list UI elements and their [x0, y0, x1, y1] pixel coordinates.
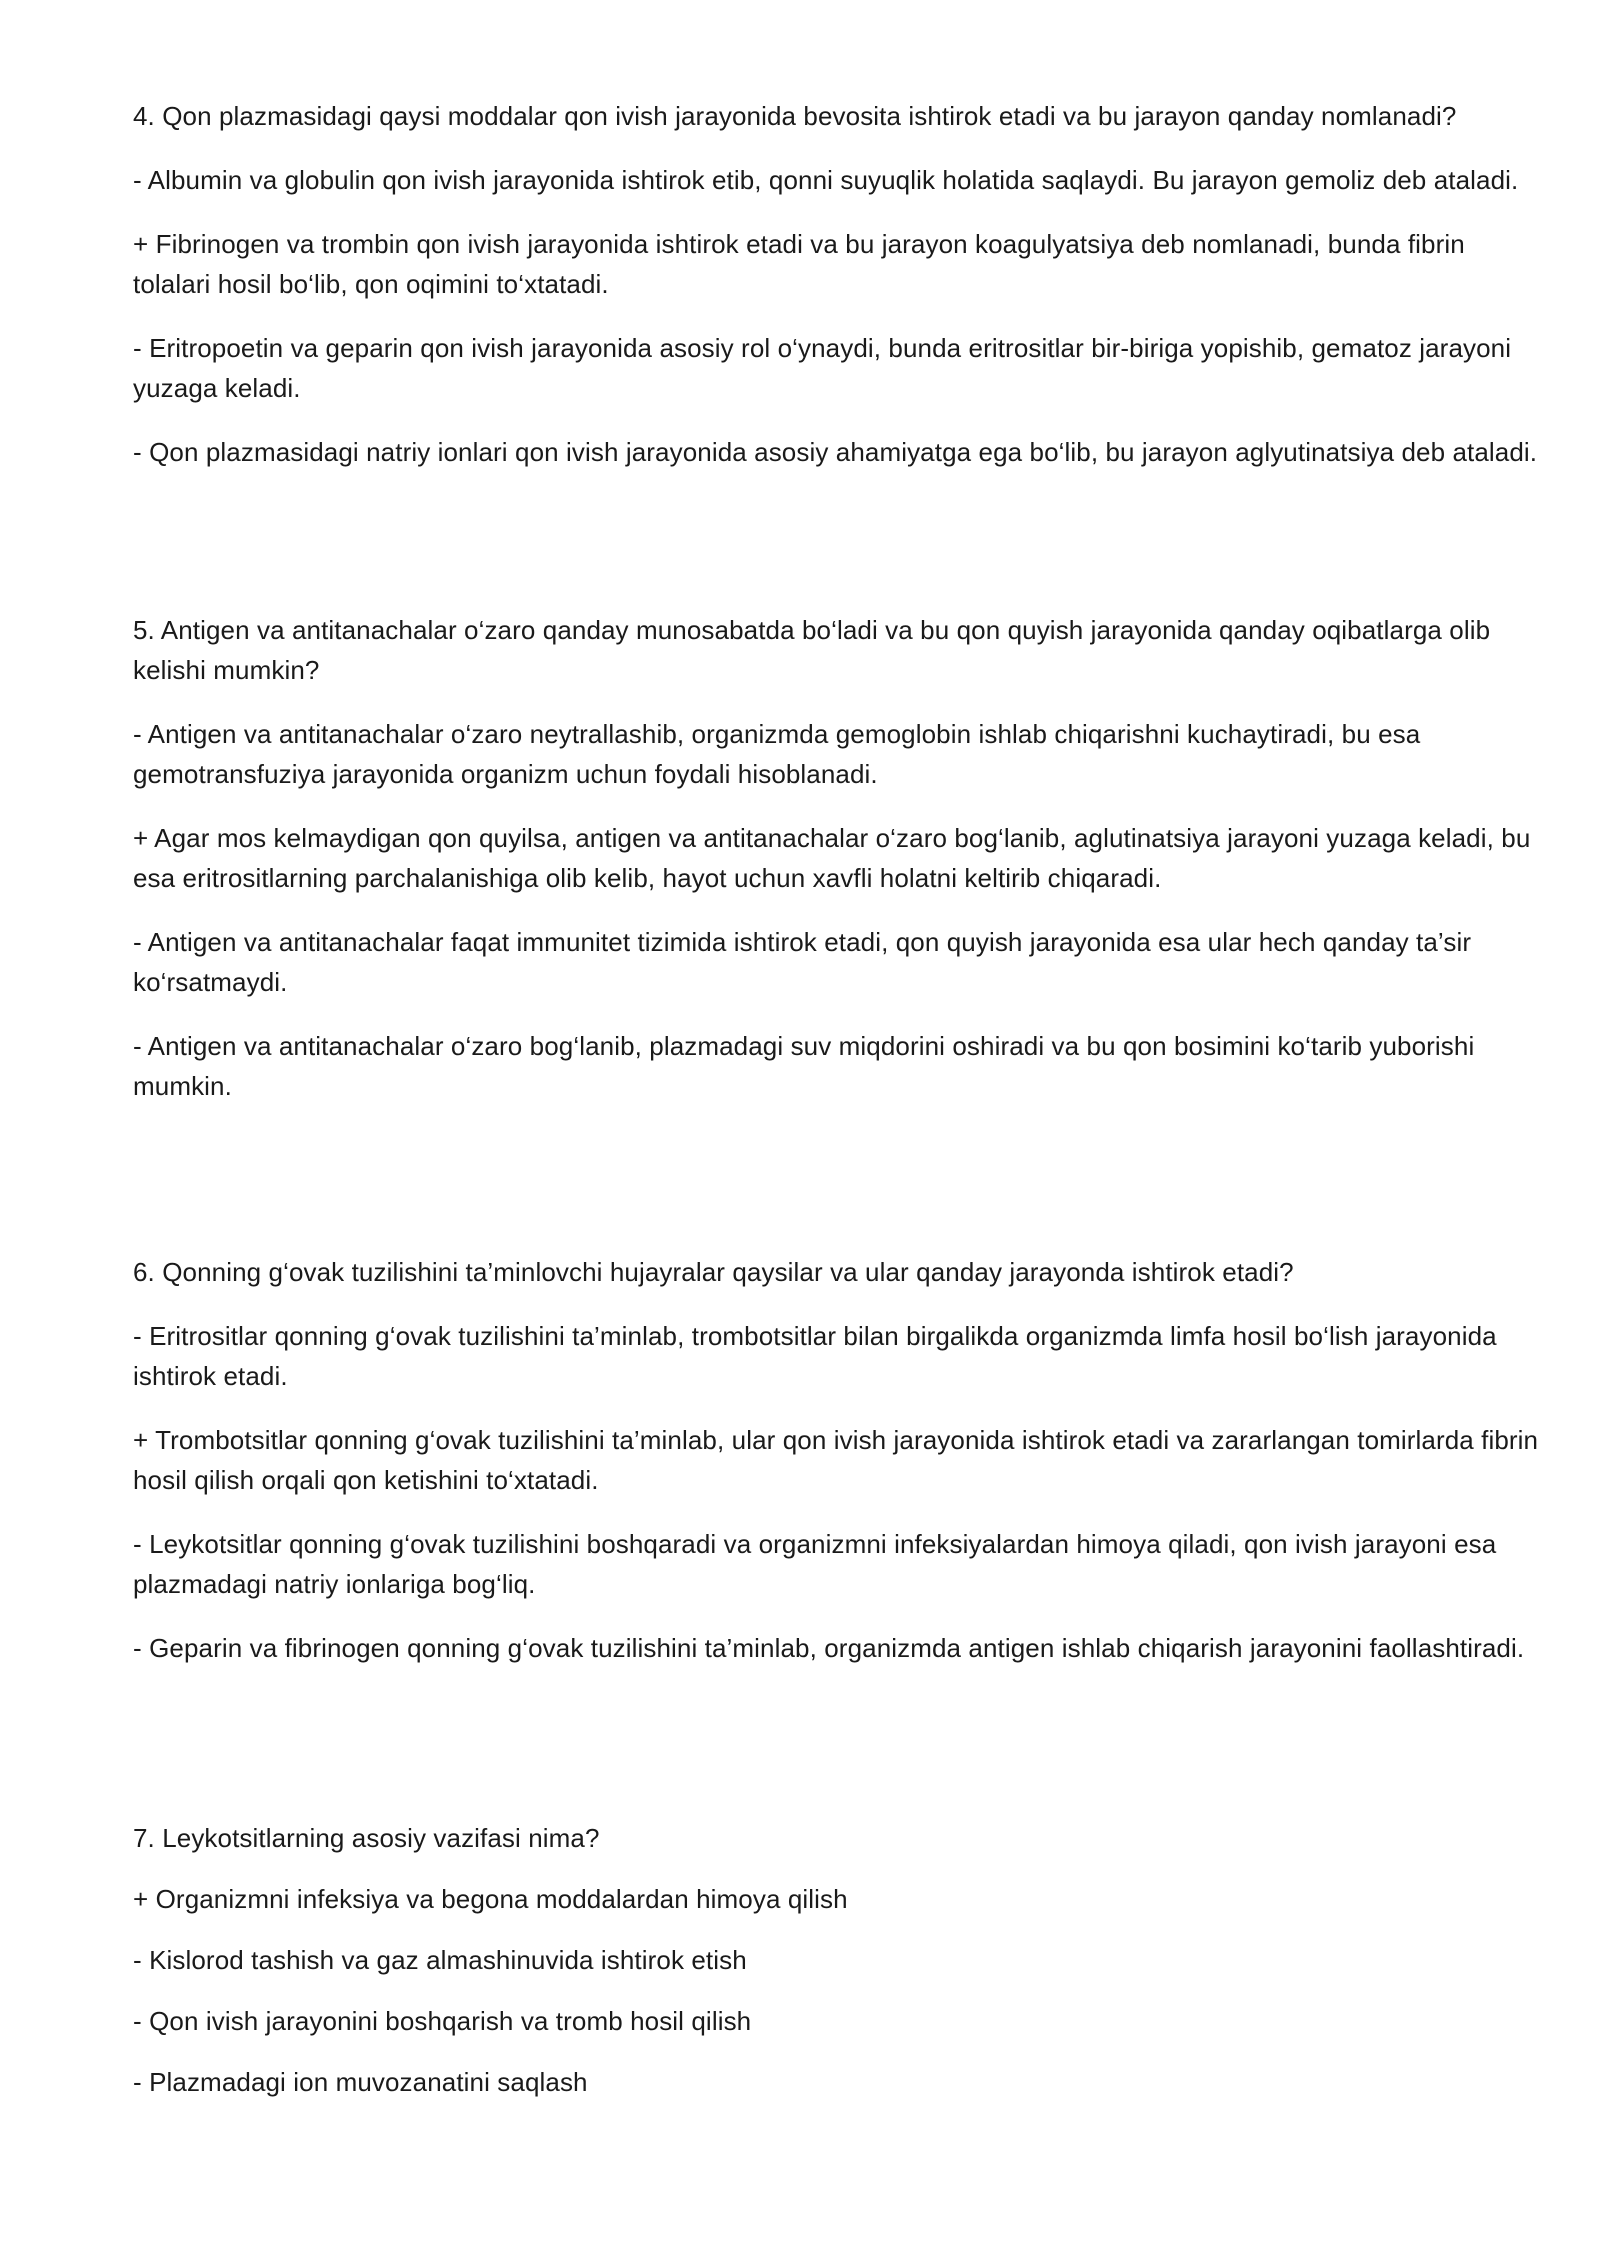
question-prompt: 4. Qon plazmasidagi qaysi moddalar qon ivish jarayonida bevosita ishtirok etadi va bu jarayon qanday nomlanadi?	[133, 101, 1457, 131]
question-7	[133, 1818, 1543, 2102]
answer-option: - Eritropoetin va geparin qon ivish jarayonida asosiy rol o‘ynaydi, bunda eritrositlar bir-biriga yopishib, gematoz jarayoni yuzaga keladi.	[133, 333, 1512, 403]
question-6	[133, 1252, 1543, 1668]
answer-option-correct: + Fibrinogen va trombin qon ivish jarayonida ishtirok etadi va bu jarayon koagulyatsiya deb nomlanadi, bunda fibrin tolalari hosil bo‘lib, qon oqimini to‘xtatadi.	[133, 229, 1465, 299]
question-prompt: 6. Qonning g‘ovak tuzilishini ta’minlovchi hujayralar qaysilar va ular qanday jarayonda ishtirok etadi?	[133, 1257, 1294, 1287]
answer-option: - Leykotsitlar qonning g‘ovak tuzilishini boshqaradi va organizmni infeksiyalardan himoya qiladi, qon ivish jarayoni esa plazmadagi natriy ionlariga bog‘liq.	[133, 1529, 1497, 1599]
question-prompt: 7. Leykotsitlarning asosiy vazifasi nima?	[133, 1823, 600, 1853]
answer-option-correct: + Trombotsitlar qonning g‘ovak tuzilishini ta’minlab, ular qon ivish jarayonida ishtirok etadi va zararlangan tomirlarda fibrin hosil qilish orqali qon ketishini to‘xtatadi.	[133, 1425, 1539, 1495]
answer-option-correct: + Organizmni infeksiya va begona moddalardan himoya qilish	[133, 1884, 848, 1914]
answer-option: - Qon ivish jarayonini boshqarish va tromb hosil qilish	[133, 2006, 752, 2036]
question-prompt: 5. Antigen va antitanachalar o‘zaro qanday munosabatda bo‘ladi va bu qon quyish jarayonida qanday oqibatlarga olib kelishi mumkin?	[133, 615, 1491, 685]
answer-option: - Plazmadagi ion muvozanatini saqlash	[133, 2067, 588, 2097]
answer-option: - Geparin va fibrinogen qonning g‘ovak tuzilishini ta’minlab, organizmda antigen ishlab chiqarish jarayonini faollashtiradi.	[133, 1633, 1525, 1663]
question-5	[133, 610, 1543, 1106]
answer-option: - Antigen va antitanachalar faqat immunitet tizimida ishtirok etadi, qon quyish jarayonida esa ular hech qanday ta’sir ko‘rsatmaydi.	[133, 927, 1472, 997]
document-page	[133, 96, 1543, 2102]
answer-option-correct: + Agar mos kelmaydigan qon quyilsa, antigen va antitanachalar o‘zaro bog‘lanib, aglutinatsiya jarayoni yuzaga keladi, bu esa eritrositlarning parchalanishiga olib kelib, hayot uchun xavfli holatni keltirib chiqaradi.	[133, 823, 1531, 893]
answer-option: - Eritrositlar qonning g‘ovak tuzilishini ta’minlab, trombotsitlar bilan birgalikda organizmda limfa hosil bo‘lish jarayonida ishtirok etadi.	[133, 1321, 1497, 1391]
question-4	[133, 96, 1543, 472]
answer-option: - Albumin va globulin qon ivish jarayonida ishtirok etib, qonni suyuqlik holatida saqlaydi. Bu jarayon gemoliz deb ataladi.	[133, 165, 1519, 195]
answer-option: - Qon plazmasidagi natriy ionlari qon ivish jarayonida asosiy ahamiyatga ega bo‘lib, bu jarayon aglyutinatsiya deb ataladi.	[133, 437, 1538, 467]
answer-option: - Antigen va antitanachalar o‘zaro bog‘lanib, plazmadagi suv miqdorini oshiradi va bu qon bosimini ko‘tarib yuborishi mumkin.	[133, 1031, 1475, 1101]
answer-option: - Antigen va antitanachalar o‘zaro neytrallashib, organizmda gemoglobin ishlab chiqarishni kuchaytiradi, bu esa gemotransfuziya jarayonida organizm uchun foydali hisoblanadi.	[133, 719, 1421, 789]
answer-option: - Kislorod tashish va gaz almashinuvida ishtirok etish	[133, 1945, 747, 1975]
